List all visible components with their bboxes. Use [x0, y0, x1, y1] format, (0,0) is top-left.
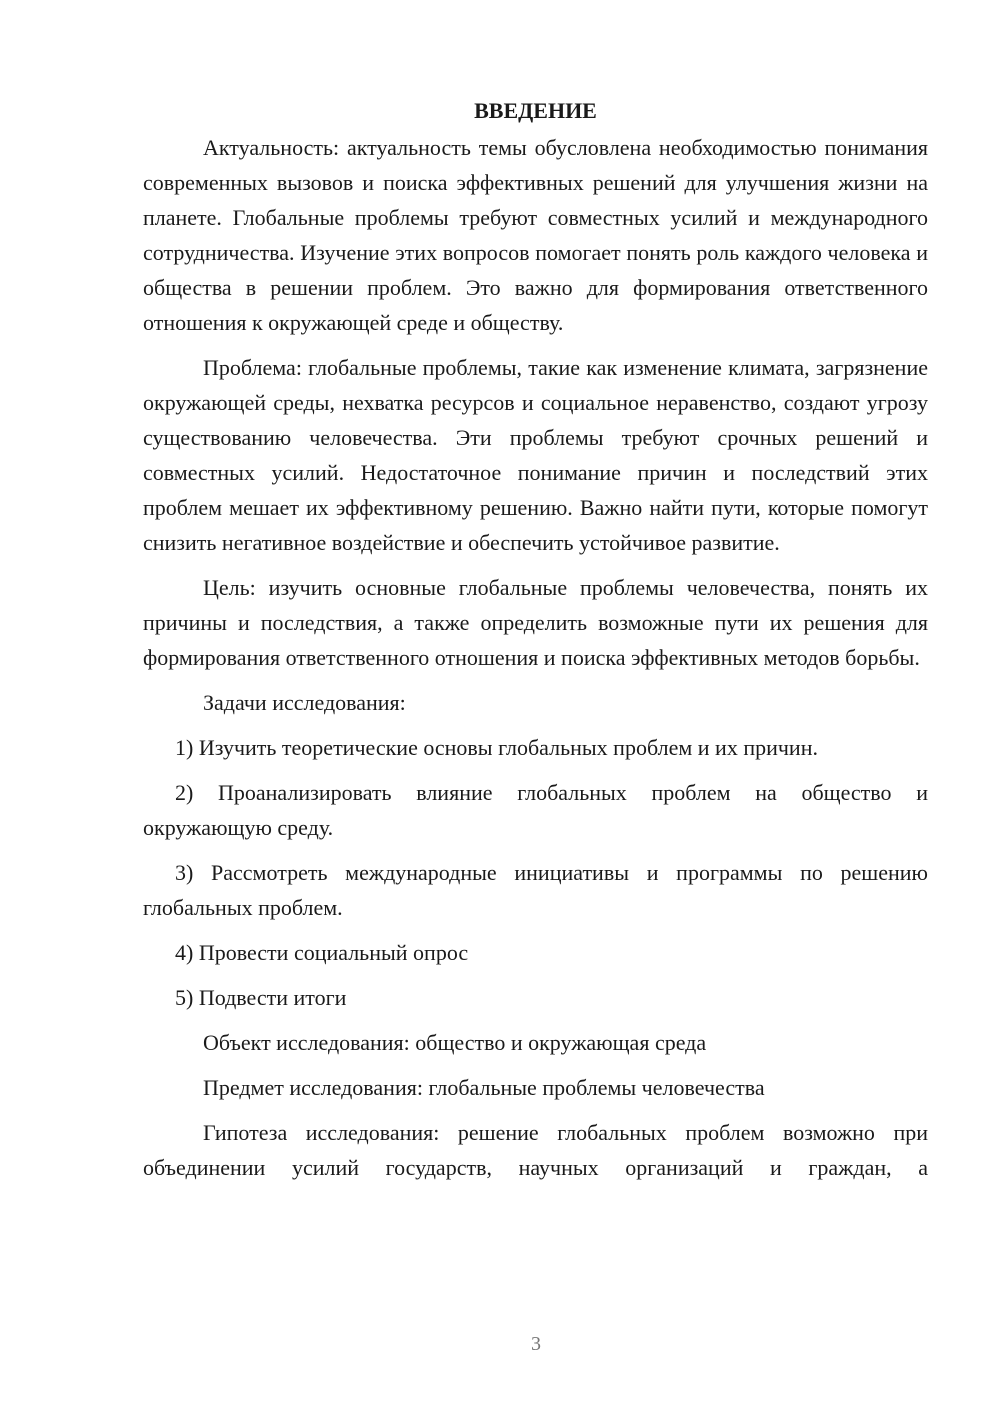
task-item-3: 3) Рассмотреть международные инициативы и программы по решению глобальных проблем.: [143, 860, 928, 920]
research-hypothesis: Гипотеза исследования: решение глобальных проблем возможно при объединении усилий государств, научных организаций и граждан, а: [143, 1120, 928, 1180]
research-object: Объект исследования: общество и окружающая среда: [203, 1030, 707, 1055]
task-item-2: 2) Проанализировать влияние глобальных проблем на общество и окружающую среду.: [143, 780, 928, 840]
research-subject: Предмет исследования: глобальные проблемы человечества: [203, 1075, 765, 1100]
document-page: [143, 93, 928, 1185]
relevance-paragraph: Актуальность: актуальность темы обусловлена необходимостью понимания современных вызовов и поиска эффективных решений для улучшения жизни на планете. Глобальные проблемы требуют совместных усилий и международного сотрудничества. Изучение этих вопросов помогает понять роль каждого человека и общества в решении проблем. Это важно для формирования ответственного отношения к окружающей среде и обществу.: [143, 135, 928, 335]
tasks-heading: Задачи исследования:: [203, 690, 406, 715]
task-item-4: 4) Провести социальный опрос: [175, 940, 469, 965]
page-title: ВВЕДЕНИЕ: [474, 98, 597, 123]
task-item-5: 5) Подвести итоги: [175, 985, 347, 1010]
page-number: 3: [531, 1333, 541, 1355]
task-item-1: 1) Изучить теоретические основы глобальных проблем и их причин.: [175, 735, 818, 760]
goal-paragraph: Цель: изучить основные глобальные проблемы человечества, понять их причины и последствия, а также определить возможные пути их решения для формирования ответственного отношения и поиска эффективных методов борьбы.: [143, 575, 928, 670]
problem-paragraph: Проблема: глобальные проблемы, такие как изменение климата, загрязнение окружающей среды, нехватка ресурсов и социальное неравенство, создают угрозу существованию человечества. Эти проблемы требуют срочных решений и совместных усилий. Недостаточное понимание причин и последствий этих проблем мешает их эффективному решению. Важно найти пути, которые помогут снизить негативное воздействие и обеспечить устойчивое развитие.: [143, 355, 928, 555]
